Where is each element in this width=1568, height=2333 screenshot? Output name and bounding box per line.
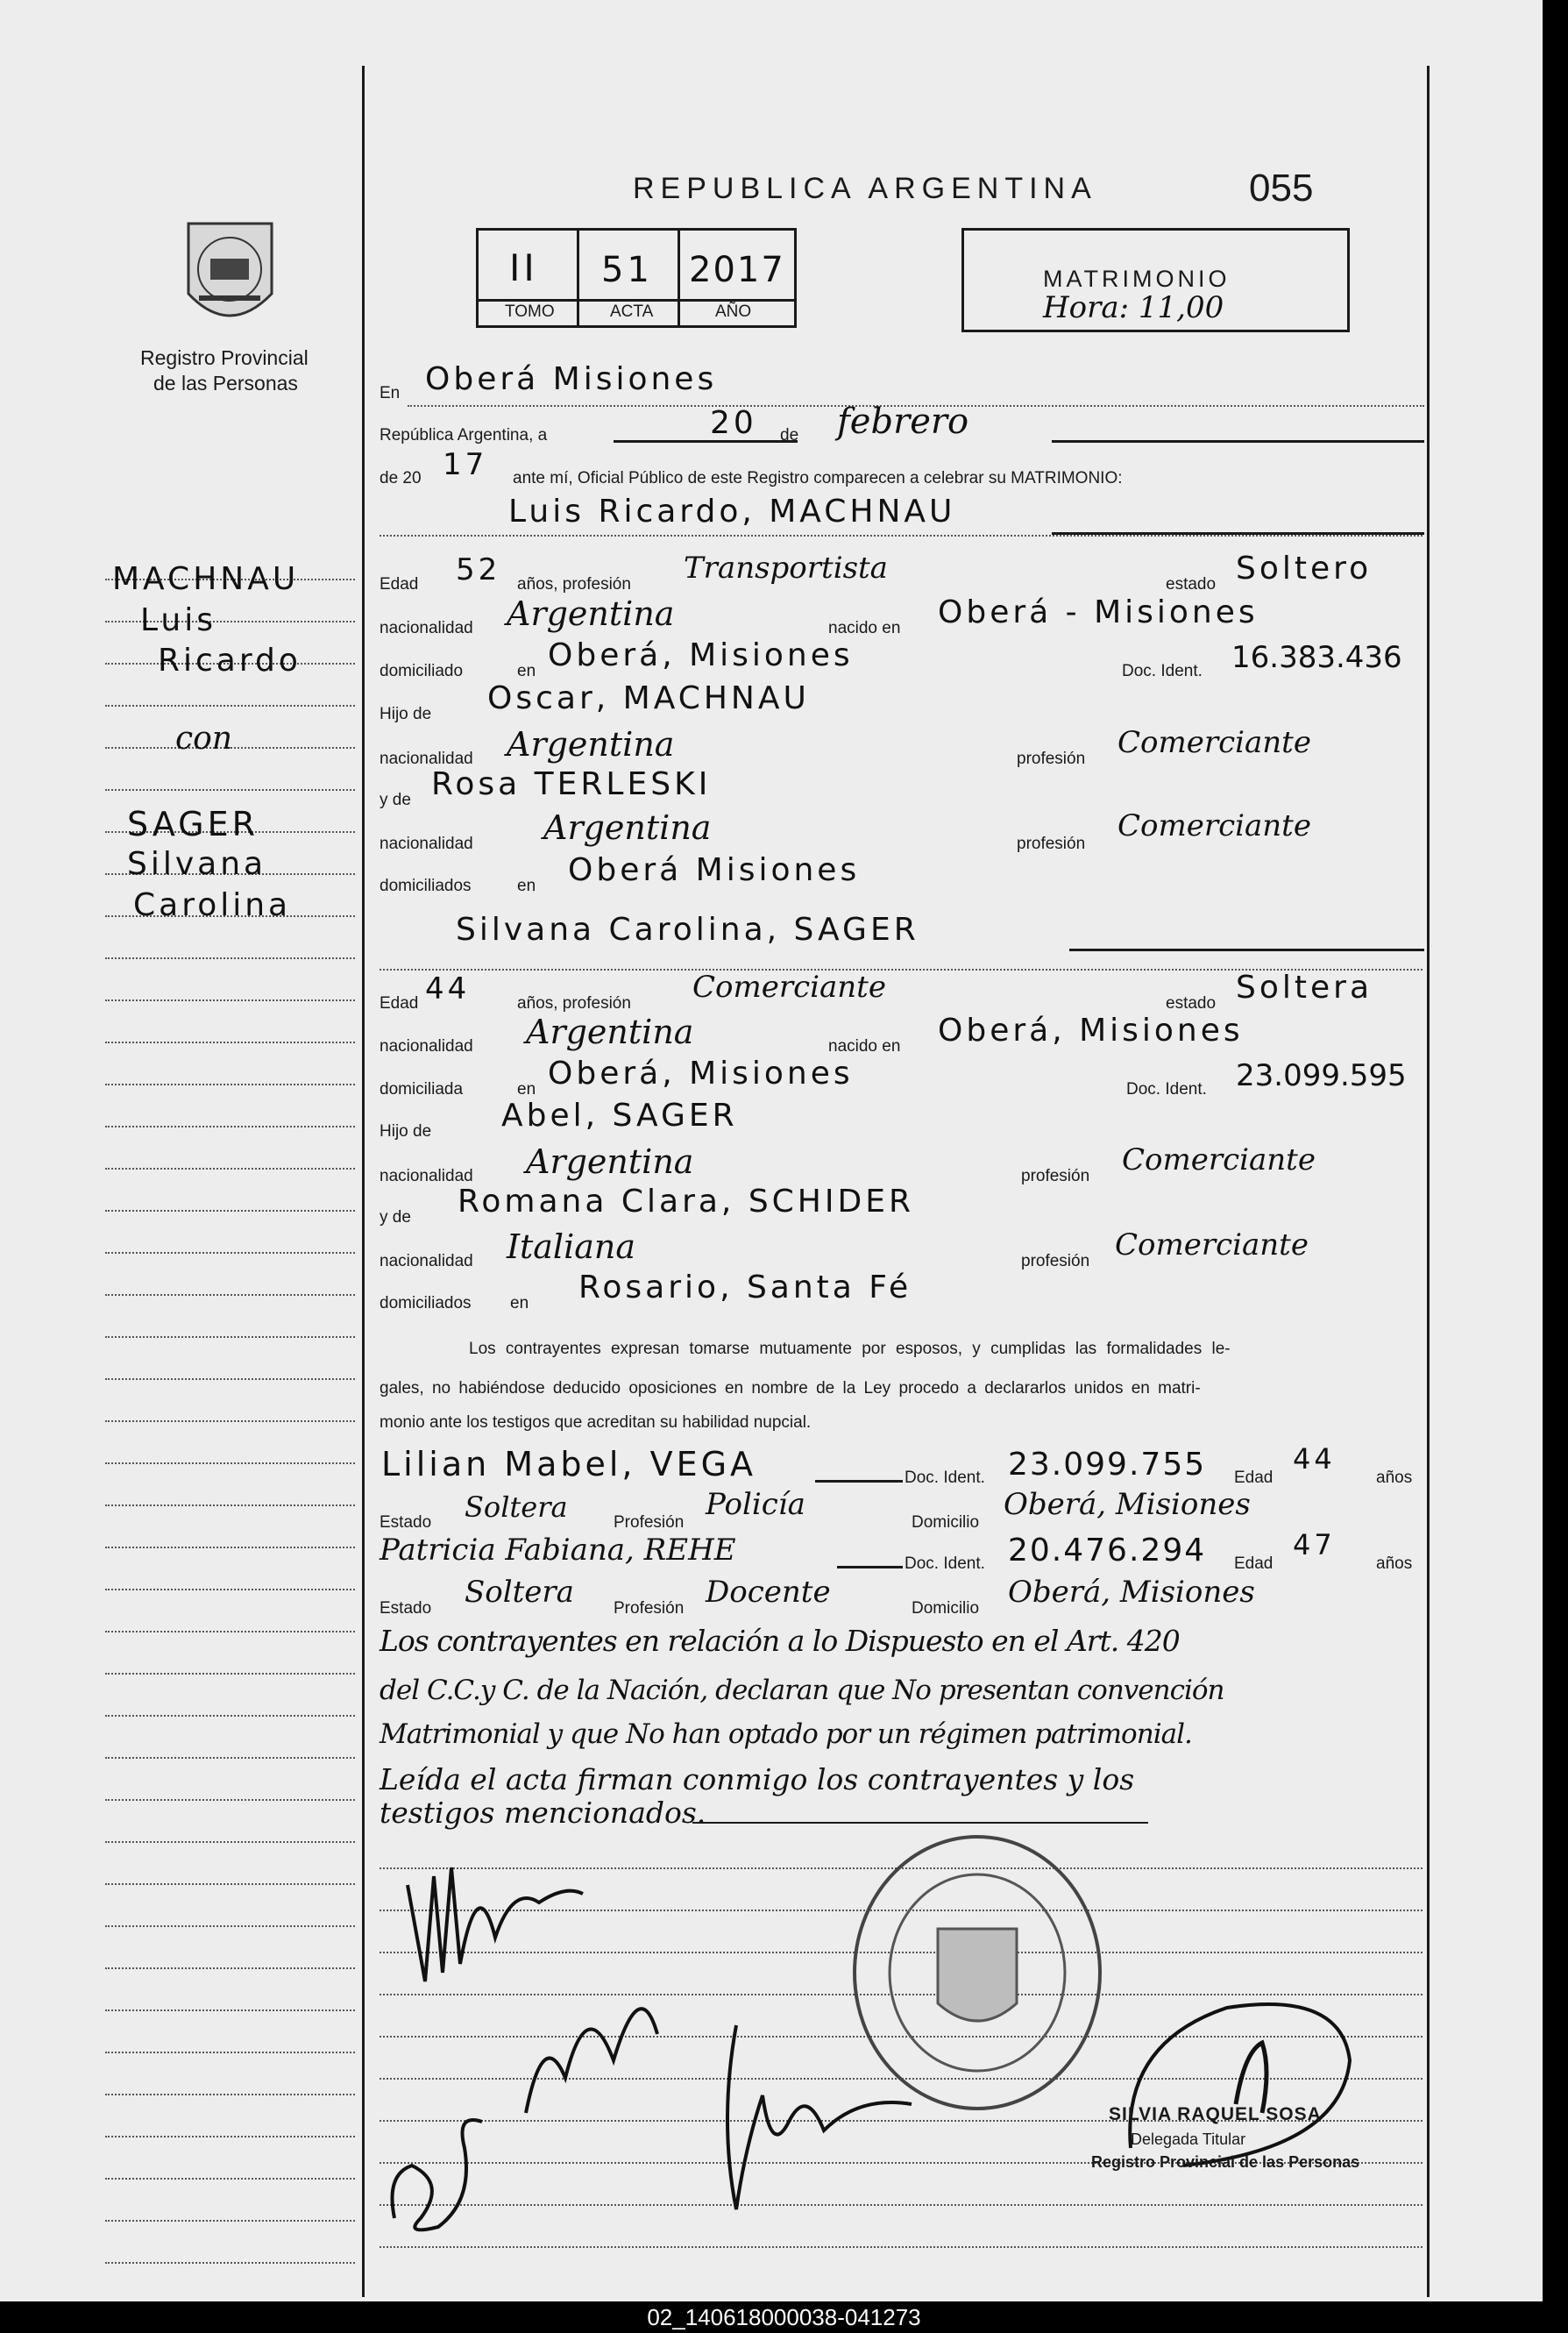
witness1-estado-label: Estado [380, 1513, 432, 1532]
bride-dom-label: domiciliada [380, 1080, 464, 1099]
note-line4: Leída el acta firman conmigo los contrayentes y los [380, 1762, 1135, 1796]
margin-rule [105, 1210, 355, 1212]
tomo-label: TOMO [505, 302, 555, 321]
margin-rule [105, 957, 355, 959]
bride-age: 44 [425, 971, 471, 1006]
groom-yde-label: y de [380, 791, 411, 809]
bride-doc-label: Doc. Ident. [1126, 1080, 1207, 1099]
margin-rule [105, 789, 355, 791]
groom-profession: Transportista [684, 551, 888, 586]
witness2-profession: Docente [706, 1575, 831, 1610]
margin-bride-name1: Silvana [127, 846, 267, 882]
margin-rule [105, 1378, 355, 1380]
official-title: Delegada Titular [1131, 2130, 1246, 2148]
official-agency: Registro Provincial de las Personas [1091, 2153, 1360, 2171]
intro-month: febrero [837, 402, 969, 442]
bride-doc: 23.099.595 [1236, 1058, 1407, 1093]
groom-mother-prof-label: profesión [1017, 835, 1086, 853]
bride-doms-label: domiciliados [380, 1294, 472, 1312]
witness2-prof-label: Profesión [614, 1599, 685, 1618]
rule [1069, 949, 1424, 951]
signature-official-icon [1113, 1973, 1367, 2183]
bride-father: Abel, SAGER [501, 1098, 738, 1134]
witness1-doc-label: Doc. Ident. [905, 1469, 985, 1487]
groom-address: Oberá, Misiones [548, 637, 854, 673]
witness1-age: 44 [1293, 1442, 1336, 1476]
witness1-estado: Soltera [465, 1490, 568, 1524]
rule [692, 1822, 1148, 1824]
act-type-title: MATRIMONIO [1043, 266, 1231, 292]
bride-anos-label: años, profesión [517, 994, 631, 1013]
witness2-doc-label: Doc. Ident. [905, 1554, 985, 1573]
bride-nationality: Argentina [526, 1013, 694, 1051]
margin-rule [105, 1336, 355, 1338]
right-margin-rule [1427, 66, 1430, 2297]
intro-day: 20 [710, 405, 757, 441]
margin-rule [105, 2052, 355, 2053]
margin-bride-name2: Carolina [133, 887, 292, 923]
groom-anos-label: años, profesión [517, 575, 631, 594]
tomo-value: II [509, 246, 538, 289]
margin-rule [105, 2220, 355, 2222]
margin-rule [105, 705, 355, 707]
margin-rule [105, 2136, 355, 2137]
bride-mother: Romana Clara, SCHIDER [458, 1184, 914, 1220]
margin-rule [105, 1084, 355, 1085]
groom-en-label: en [517, 662, 536, 680]
witness1-anos-label: años [1376, 1469, 1413, 1487]
signature-rule [380, 2246, 1423, 2248]
margin-rule [105, 1631, 355, 1632]
margin-rule [105, 2009, 355, 2011]
margin-rule [105, 1504, 355, 1506]
bride-mother-prof-label: profesión [1021, 1252, 1090, 1270]
bride-nacido-label: nacido en [828, 1037, 901, 1056]
groom-dom-label: domiciliado [380, 662, 464, 680]
margin-con: con [175, 721, 233, 757]
intro-place: Oberá Misiones [425, 361, 718, 397]
agency-name-line2: de las Personas [153, 372, 298, 395]
witness2-estado: Soltera [465, 1575, 574, 1610]
bride-mother-nac-label: nacionalidad [380, 1252, 473, 1270]
margin-rule [105, 1967, 355, 1969]
anio-label: AÑO [715, 302, 752, 321]
margin-rule [105, 1126, 355, 1127]
witness2-edad-label: Edad [1234, 1554, 1274, 1573]
witness1-prof-label: Profesión [614, 1513, 685, 1532]
note-line3: Matrimonial y que No han optado por un régimen patrimonial. [380, 1718, 1192, 1750]
bride-en-label: en [517, 1080, 536, 1099]
margin-rule [105, 1841, 355, 1843]
declaration-line1: Los contrayentes expresan tomarse mutuamente por esposos, y cumplidas las formalidades le- [469, 1340, 1231, 1358]
witness1-doc: 23.099.755 [1008, 1447, 1207, 1483]
witness2-anos-label: años [1376, 1554, 1413, 1573]
groom-doc-label: Doc. Ident. [1122, 662, 1203, 680]
groom-mother-profession: Comerciante [1117, 808, 1311, 843]
signature-bride-icon [377, 1955, 675, 2244]
bride-full-name: Silvana Carolina, SAGER [456, 912, 919, 948]
bride-father-profession: Comerciante [1122, 1142, 1316, 1177]
bride-profession: Comerciante [692, 970, 886, 1005]
act-type-box [961, 228, 1350, 332]
margin-rule [105, 1294, 355, 1296]
margin-rule [105, 1252, 355, 1254]
left-margin-rule [362, 66, 365, 2297]
rule [1052, 440, 1424, 443]
margin-rule [105, 1589, 355, 1590]
witness2-domicile: Oberá, Misiones [1008, 1575, 1255, 1610]
note-line1: Los contrayentes en relación a lo Dispuesto en el Art. 420 [380, 1624, 1180, 1658]
margin-rule [105, 999, 355, 1001]
note-line2: del C.C.y C. de la Nación, declaran que No presentan convención [380, 1675, 1224, 1706]
page-number: 055 [1249, 167, 1314, 210]
groom-full-name: Luis Ricardo, MACHNAU [508, 494, 956, 530]
bride-birthplace: Oberá, Misiones [938, 1013, 1244, 1049]
margin-groom-name1: Luis [140, 602, 216, 638]
groom-mother: Rosa TERLESKI [431, 766, 712, 802]
bride-estado-label: estado [1166, 994, 1217, 1013]
witness2-age: 47 [1293, 1528, 1336, 1561]
witness2-dom-label: Domicilio [912, 1599, 980, 1618]
margin-rule [105, 1715, 355, 1717]
groom-age: 52 [456, 552, 501, 587]
witness1-profession: Policía [706, 1487, 805, 1522]
agency-name-line1: Registro Provincial [140, 346, 309, 369]
rule [815, 1480, 903, 1483]
groom-father-profession: Comerciante [1117, 725, 1311, 760]
de-label: de [780, 426, 799, 445]
bride-estado: Soltera [1236, 970, 1373, 1006]
bride-mother-nationality: Italiana [507, 1227, 636, 1266]
declaration-line2: gales, no habiéndose deducido oposiciones en nombre de la Ley procedo a declararlos unidos en matri- [380, 1379, 1201, 1398]
province-seal-icon [180, 215, 280, 338]
margin-groom-surname: MACHNAU [112, 561, 300, 597]
groom-father-nationality: Argentina [507, 725, 675, 764]
margin-rule [105, 1168, 355, 1170]
margin-rule [105, 2094, 355, 2095]
file-code-caption: 02_140618000038-041273 [0, 2301, 1568, 2333]
witness2-estado-label: Estado [380, 1599, 432, 1618]
bride-hijo-label: Hijo de [380, 1122, 432, 1141]
groom-parents-address: Oberá Misiones [568, 852, 861, 888]
margin-rule [105, 1420, 355, 1422]
rule [837, 1566, 903, 1568]
official-name: SILVIA RAQUEL SOSA [1109, 2104, 1322, 2124]
acta-label: ACTA [610, 302, 654, 321]
declaration-line3: monio ante los testigos que acreditan su habilidad nupcial. [380, 1413, 812, 1432]
margin-bride-surname: SAGER [127, 805, 259, 843]
country-title: REPUBLICA ARGENTINA [633, 172, 1097, 205]
groom-doms-en-label: en [517, 877, 536, 895]
groom-father-prof-label: profesión [1017, 750, 1086, 768]
groom-edad-label: Edad [380, 575, 419, 594]
intro-year: 17 [443, 447, 488, 482]
act-hour: Hora: 11,00 [1043, 290, 1224, 325]
note-line5: testigos mencionados. [380, 1796, 706, 1830]
bride-address: Oberá, Misiones [548, 1056, 854, 1092]
witness1-name: Lilian Mabel, VEGA [381, 1445, 757, 1483]
rule [380, 535, 1423, 537]
rule [614, 440, 798, 443]
margin-rule [105, 2262, 355, 2264]
bride-parents-address: Rosario, Santa Fé [578, 1270, 912, 1305]
witness2-doc: 20.476.294 [1008, 1533, 1207, 1568]
year-prefix: de 20 [380, 469, 422, 487]
bride-father-nationality: Argentina [526, 1142, 694, 1181]
groom-hijo-label: Hijo de [380, 705, 432, 723]
bride-yde-label: y de [380, 1208, 411, 1227]
groom-father-nac-label: nacionalidad [380, 750, 473, 768]
bride-edad-label: Edad [380, 994, 419, 1013]
groom-mother-nationality: Argentina [543, 808, 712, 847]
bride-nac-label: nacionalidad [380, 1037, 473, 1056]
bride-father-prof-label: profesión [1021, 1167, 1090, 1185]
witness1-dom-label: Domicilio [912, 1513, 980, 1532]
bride-doms-en-label: en [510, 1294, 529, 1312]
margin-rule [105, 1042, 355, 1043]
margin-groom-name2: Ricardo [158, 643, 302, 679]
witness1-edad-label: Edad [1234, 1469, 1274, 1487]
groom-doms-label: domiciliados [380, 877, 472, 895]
bride-mother-profession: Comerciante [1115, 1227, 1309, 1263]
groom-mother-nac-label: nacionalidad [380, 835, 473, 853]
groom-doc: 16.383.436 [1231, 640, 1402, 675]
margin-rule [105, 1883, 355, 1885]
margin-rule [105, 1925, 355, 1927]
margin-rule [105, 1547, 355, 1548]
republica-label: República Argentina, a [380, 426, 548, 445]
acta-value: 51 [601, 250, 653, 290]
witness2-name: Patricia Fabiana, REHE [380, 1533, 736, 1568]
margin-rule [105, 1462, 355, 1464]
groom-nacido-label: nacido en [828, 619, 901, 637]
groom-nationality: Argentina [507, 594, 675, 633]
intro-text: ante mí, Oficial Público de este Registro comparecen a celebrar su MATRIMONIO: [513, 469, 1123, 487]
margin-rule [105, 1673, 355, 1675]
witness1-domicile: Oberá, Misiones [1004, 1487, 1251, 1522]
signature-witnesses-icon [684, 2016, 929, 2227]
groom-estado: Soltero [1236, 551, 1373, 587]
groom-father: Oscar, MACHNAU [487, 680, 810, 716]
margin-rule [105, 1799, 355, 1801]
margin-rule [105, 2178, 355, 2180]
en-label: En [380, 384, 401, 402]
record-number-box [476, 228, 797, 328]
groom-nac-label: nacionalidad [380, 619, 473, 637]
groom-estado-label: estado [1166, 575, 1217, 594]
bride-father-nac-label: nacionalidad [380, 1167, 473, 1185]
margin-rule [105, 1757, 355, 1759]
groom-birthplace: Oberá - Misiones [938, 594, 1259, 630]
anio-value: 2017 [689, 250, 785, 290]
